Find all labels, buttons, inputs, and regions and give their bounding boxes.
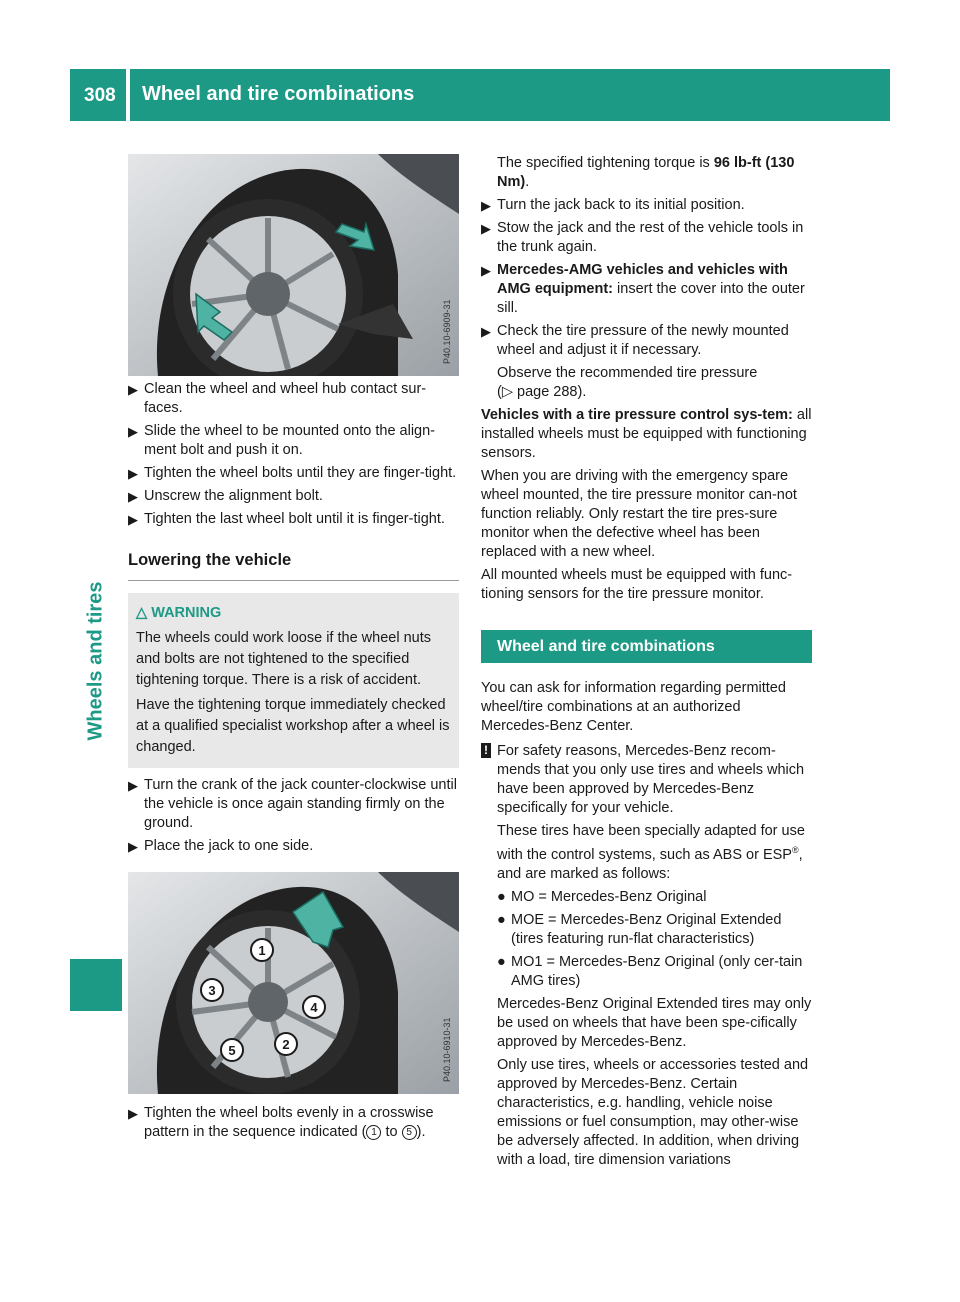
arrow-right-icon: ▶ [128, 382, 138, 397]
list-item: ▶ Tighten the wheel bolts until they are finger-tight. [128, 465, 457, 481]
list-item: ● MO1 = Mercedes-Benz Original (only cer-tain AMG tires) [497, 953, 803, 989]
list-item: ● MO = Mercedes-Benz Original [497, 888, 707, 905]
column-right [481, 154, 812, 1170]
note-text-2: These tires have been specially adapted for use with the control systems, such as ABS or ESP®, and are marked as follows: [497, 823, 805, 882]
image-code-2: P40.10-6910-31 [442, 1017, 452, 1082]
bolt-label-5: 5 [228, 1043, 236, 1058]
bolt-label-3: 3 [208, 983, 216, 998]
section-heading: Lowering the vehicle [128, 551, 459, 581]
section-label: Wheels and tires [84, 581, 107, 741]
image-code-1: P40.10-6909-31 [442, 299, 452, 364]
arrow-right-icon: ▶ [481, 221, 491, 236]
circled-number-1: 1 [366, 1125, 381, 1140]
combination-info-text: You can ask for information regarding permitted wheel/tire combinations at an authorized Mercedes-Benz Center. [481, 680, 786, 734]
arrow-right-icon: ▶ [128, 466, 138, 481]
note-text-3: Mercedes-Benz Original Extended tires may only be used on wheels that have been spe-cifically approved by Mercedes-Benz. [497, 995, 812, 1050]
bolt-label-1: 1 [258, 943, 266, 958]
bullet-icon: ● [497, 911, 506, 928]
steps-list-2 [128, 776, 459, 856]
note-text-1: For safety reasons, Mercedes-Benz recom-mends that you only use tires and wheels which have been approved by Mercedes-Benz specifically for your vehicle. [497, 743, 805, 816]
page-header [70, 69, 890, 121]
tpms-text: Vehicles with a tire pressure control sys-tem: all installed wheels must be equipped with functioning sensors. [481, 407, 812, 461]
arrow-right-icon: ▶ [481, 263, 491, 278]
list-item: ▶ Tighten the last wheel bolt until it is finger-tight. [128, 511, 445, 527]
warning-text-1: The wheels could work loose if the wheel nuts and bolts are not tightened to the specified tightening torque. There is a risk of accident. [136, 630, 431, 688]
torque-text: The specified tightening torque is 96 lb-ft (130 Nm). [497, 155, 795, 190]
list-item: ▶ Turn the crank of the jack counter-clockwise until the vehicle is once again standing firmly on the ground. [128, 777, 457, 831]
list-item: ▶ Slide the wheel to be mounted onto the align-ment bolt and push it on. [128, 423, 436, 458]
warning-triangle-icon: △ [136, 605, 148, 621]
list-item: ▶ Unscrew the alignment bolt. [128, 488, 323, 504]
observe-text: Observe the recommended tire pressure (▷ page 288). [497, 365, 758, 400]
arrow-right-icon: ▶ [128, 489, 138, 504]
sensor-text: All mounted wheels must be equipped with func-tioning sensors for the tire pressure monitor. [481, 567, 793, 602]
arrow-right-icon: ▶ [128, 778, 138, 793]
list-item: ▶ Turn the jack back to its initial position. [481, 197, 745, 213]
arrow-right-icon: ▶ [128, 512, 138, 527]
warning-box [128, 593, 459, 768]
wheel-mount-image [128, 154, 459, 376]
section-band: Wheel and tire combinations [481, 630, 812, 663]
list-item: ▶ Mercedes-AMG vehicles and vehicles with AMG equipment: insert the cover into the outer sill. [481, 262, 805, 316]
list-item: ▶ Check the tire pressure of the newly mounted wheel and adjust it if necessary. [481, 323, 789, 358]
note-block [481, 742, 812, 884]
bullet-icon: ● [497, 953, 506, 970]
page-title: Wheel and tire combinations [142, 83, 415, 105]
list-item: ▶ Clean the wheel and wheel hub contact sur-faces. [128, 381, 427, 416]
exclamation-icon: ! [481, 743, 491, 758]
steps-list-1 [128, 380, 459, 529]
arrow-right-icon: ▶ [481, 198, 491, 213]
warning-text-2: Have the tightening torque immediately checked at a qualified specialist workshop after a wheel is changed. [136, 697, 450, 755]
bolt-label-4: 4 [310, 1000, 318, 1015]
list-item: ▶ Stow the jack and the rest of the vehicle tools in the trunk again. [481, 220, 804, 255]
warning-title: WARNING [151, 605, 222, 621]
list-item: ▶ Tighten the wheel bolts evenly in a crosswise pattern in the sequence indicated ( 1 to 5 ). [128, 1105, 434, 1140]
page-number: 308 [84, 85, 116, 106]
section-sidebar [70, 121, 122, 959]
page-reference[interactable]: (▷ page 288). [497, 384, 587, 400]
note-text-4: Only use tires, wheels or accessories tested and approved by Mercedes-Benz. Certain characteristics, e.g. handling, vehicle noise emissions or fuel consumption, may other-wise be adversely affected. In addition, when driving with a load, tire dimension variations [497, 1056, 809, 1168]
circled-number-5: 5 [402, 1125, 417, 1140]
spare-wheel-text: When you are driving with the emergency spare wheel mounted, the tire pressure monitor can-not function reliably. Only restart the tire pres-sure monitor when the defective wheel has been replaced with a new wheel. [481, 468, 797, 560]
column-left [128, 154, 459, 1142]
arrow-right-icon: ▶ [481, 324, 491, 339]
bolt-sequence-image [128, 872, 459, 1094]
section-marker [70, 959, 122, 1011]
header-divider [126, 69, 130, 121]
list-item: ● MOE = Mercedes-Benz Original Extended (tires featuring run-flat characteristics) [497, 911, 782, 947]
arrow-right-icon: ▶ [128, 1106, 138, 1121]
arrow-right-icon: ▶ [128, 424, 138, 439]
list-item: ▶ Place the jack to one side. [128, 838, 314, 854]
bolt-label-2: 2 [282, 1037, 290, 1052]
arrow-right-icon: ▶ [128, 839, 138, 854]
bullet-icon: ● [497, 888, 506, 905]
